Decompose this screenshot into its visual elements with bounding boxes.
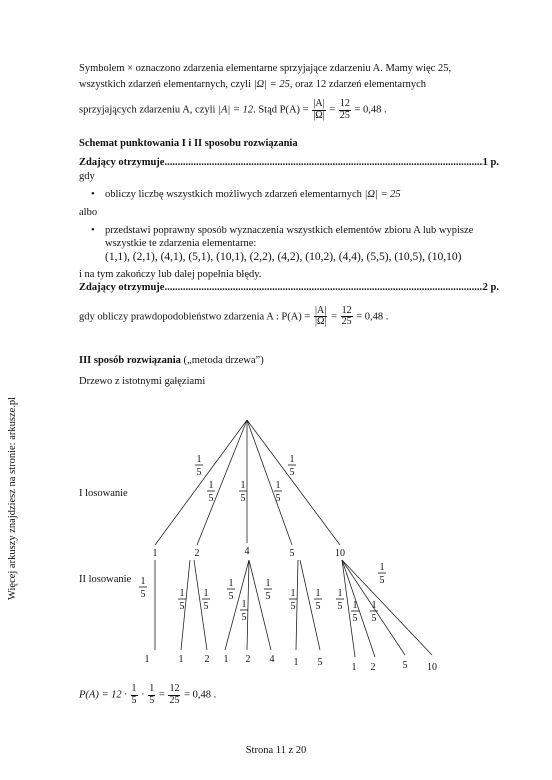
- fraction-denominator: 5: [240, 493, 246, 504]
- sidebar-watermark: Więcej arkuszy znajdziesz na stronie: arkusze.pl: [7, 396, 18, 600]
- fraction-denominator: 5: [203, 601, 209, 612]
- first-draw-node: 4: [244, 546, 250, 557]
- fraction-numerator: 12: [169, 683, 180, 694]
- result-value: = 0,48 .: [353, 311, 389, 323]
- fraction-numerator: 1: [337, 588, 343, 599]
- branch-probability: [274, 480, 282, 504]
- fraction-denominator: 25: [169, 694, 180, 706]
- method3-title: III sposób rozwiązania: [79, 354, 181, 366]
- branch-probability: [289, 588, 297, 612]
- probability-text: gdy obliczy prawdopodobieństwo zdarzenia A : P(A) =: [79, 311, 313, 323]
- fraction-numerator: 1: [131, 683, 137, 694]
- tree-branch: [247, 420, 292, 545]
- tree-branch: [197, 420, 247, 545]
- fraction-denominator: 5: [371, 613, 377, 624]
- fraction-numerator: 1: [196, 454, 202, 465]
- fraction-denominator: 5: [228, 591, 234, 602]
- equals-sign: =: [328, 311, 340, 323]
- fraction-denominator: 5: [315, 601, 321, 612]
- second-draw-node: 1: [223, 654, 229, 665]
- fraction-numerator: 1: [140, 576, 146, 587]
- score-label: Zdający otrzymuje: [79, 157, 165, 169]
- bullet-text-2: wszystkie te zdarzenia elementarne:: [105, 238, 257, 249]
- page-footer: Strona 11 z 20: [245, 745, 307, 756]
- branch-probability: [139, 576, 147, 600]
- intro-line-2-text: wszystkich zdarzeń elementarnych, czyli: [79, 79, 254, 91]
- fraction-denominator: 5: [131, 694, 137, 706]
- second-draw-node: 2: [245, 654, 251, 665]
- fraction-numerator: 1: [228, 578, 234, 589]
- fraction-denominator: 5: [379, 575, 385, 586]
- albo-label: albo: [79, 206, 98, 218]
- bullet-text: przedstawi poprawny sposób wyznaczenia wszystkich elementów zbioru A lub wypisze: [105, 224, 474, 236]
- equals-sign: =: [156, 689, 168, 701]
- branch-probability: [202, 588, 210, 612]
- fraction-denominator: 25: [339, 109, 350, 121]
- intro-line-2-tail: , oraz 12 zdarzeń elementarnych: [289, 79, 426, 91]
- stop-line: i na tym zakończy lub dalej popełnia błędy.: [79, 268, 262, 280]
- branch-probability: [239, 480, 247, 504]
- fraction-numerator: 12: [339, 98, 350, 110]
- fraction-numerator: 1: [240, 480, 246, 491]
- fraction-denominator: 5: [275, 493, 281, 504]
- result-value: = 0,48 .: [181, 689, 217, 701]
- branch-probability: [351, 600, 359, 624]
- fraction-numerator: 1: [289, 454, 295, 465]
- branch-probability: [195, 454, 203, 478]
- fraction-denominator: 5: [337, 601, 343, 612]
- branch-probability: [378, 562, 386, 586]
- fraction-numerator: 1: [290, 588, 296, 599]
- second-draw-node: 2: [370, 662, 376, 673]
- second-draw-node: 5: [317, 657, 323, 668]
- fraction-denominator: 5: [289, 467, 295, 478]
- branch-probability: [264, 578, 272, 602]
- tree-branch: [249, 560, 271, 650]
- first-draw-node: 10: [335, 548, 345, 559]
- branch-probability: [227, 578, 235, 602]
- first-draw-node: 2: [194, 548, 200, 559]
- a-count: |A| = 12: [218, 104, 254, 116]
- fraction-numerator: 1: [371, 600, 377, 611]
- fraction-denominator: |Ω|: [313, 109, 325, 121]
- fraction-denominator: 5: [140, 589, 146, 600]
- intro-line-3-text: sprzyjających zdarzeniu A, czyli: [79, 104, 219, 116]
- first-draw-node: 5: [289, 548, 295, 559]
- fraction-numerator: 1: [208, 480, 214, 491]
- fraction-numerator: |A|: [315, 304, 327, 316]
- fraction-numerator: 1: [203, 588, 209, 599]
- result-value: = 0,48 .: [351, 104, 387, 116]
- fraction-numerator: 1: [265, 578, 271, 589]
- fraction-numerator: |A|: [313, 98, 325, 110]
- tree-branch: [296, 560, 298, 650]
- schemat-title: Schemat punktowania I i II sposobu rozwiązania: [79, 138, 298, 150]
- tree-branch: [155, 420, 247, 545]
- fraction-denominator: 5: [265, 591, 271, 602]
- fraction-denominator: 5: [352, 613, 358, 624]
- fraction-denominator: 5: [149, 694, 155, 706]
- branch-probability: [288, 454, 296, 478]
- first-draw-node: 1: [152, 548, 158, 559]
- fraction-denominator: 5: [196, 467, 202, 478]
- second-draw-node: 4: [269, 654, 275, 665]
- second-draw-node: 2: [204, 654, 210, 665]
- fraction-denominator: 5: [208, 493, 214, 504]
- branch-probability: [240, 599, 248, 623]
- final-formula: [79, 684, 216, 706]
- second-draw-node: 1: [351, 662, 357, 673]
- second-draw-node: 5: [402, 660, 408, 671]
- branch-probability: [207, 480, 215, 504]
- fraction-denominator: |Ω|: [314, 316, 327, 328]
- second-draw-node: 10: [427, 662, 437, 673]
- intro-line-1: Symbolem × oznaczono zdarzenia elementarne sprzyjające zdarzeniu A. Mamy więc 25,: [79, 63, 452, 74]
- level1-label: I losowanie: [79, 488, 128, 499]
- fraction-numerator: 1: [275, 480, 281, 491]
- score-points: 1 p.: [482, 157, 499, 169]
- multiply-dot: ·: [138, 689, 148, 701]
- intro-line-3-prob: . Stąd P(A) =: [253, 104, 312, 116]
- tree-branch: [247, 560, 249, 650]
- fraction-numerator: 1: [149, 683, 155, 694]
- branch-probability: [314, 588, 322, 612]
- fraction-denominator: 25: [341, 316, 352, 328]
- fraction-denominator: 5: [241, 612, 247, 623]
- equals-sign: =: [326, 104, 338, 116]
- bullet-text: obliczy liczbę wszystkich możliwych zdarzeń elementarnych: [105, 188, 365, 200]
- level2-label: II losowanie: [79, 574, 132, 585]
- fraction-numerator: 1: [179, 588, 185, 599]
- second-draw-node: 1: [178, 654, 184, 665]
- final-prefix: P(A) = 12 ·: [79, 689, 130, 701]
- score-points: 2 p.: [482, 281, 499, 293]
- fraction-one-fifth: [131, 684, 138, 706]
- tree-labels: [139, 454, 437, 673]
- gdy-label: gdy: [79, 170, 95, 182]
- fraction-numerator: 12: [341, 304, 352, 316]
- second-draw-node: 1: [293, 657, 299, 668]
- branch-probability: [336, 588, 344, 612]
- tree-branch: [247, 420, 340, 545]
- fraction-one-fifth: [148, 684, 155, 706]
- fraction-numerator: 1: [379, 562, 385, 573]
- fraction-12-25: [168, 684, 180, 706]
- pairs-list: (1,1), (2,1), (4,1), (5,1), (10,1), (2,2), (4,2), (10,2), (4,4), (5,5), (10,5), (10,10): [105, 251, 462, 264]
- tree-caption: Drzewo z istotnymi gałęziami: [79, 375, 206, 387]
- fraction-numerator: 1: [315, 588, 321, 599]
- second-draw-node: 1: [144, 654, 150, 665]
- fraction-numerator: 1: [241, 599, 247, 610]
- score-label: Zdający otrzymuje: [79, 281, 165, 293]
- method3-subtitle: („metoda drzewa”): [180, 354, 264, 366]
- bullet-formula: |Ω| = 25: [364, 188, 401, 200]
- omega-count: |Ω| = 25: [253, 79, 290, 91]
- tree-branch: [342, 560, 375, 657]
- fraction-denominator: 5: [290, 601, 296, 612]
- fraction-denominator: 5: [179, 601, 185, 612]
- fraction-numerator: 1: [352, 600, 358, 611]
